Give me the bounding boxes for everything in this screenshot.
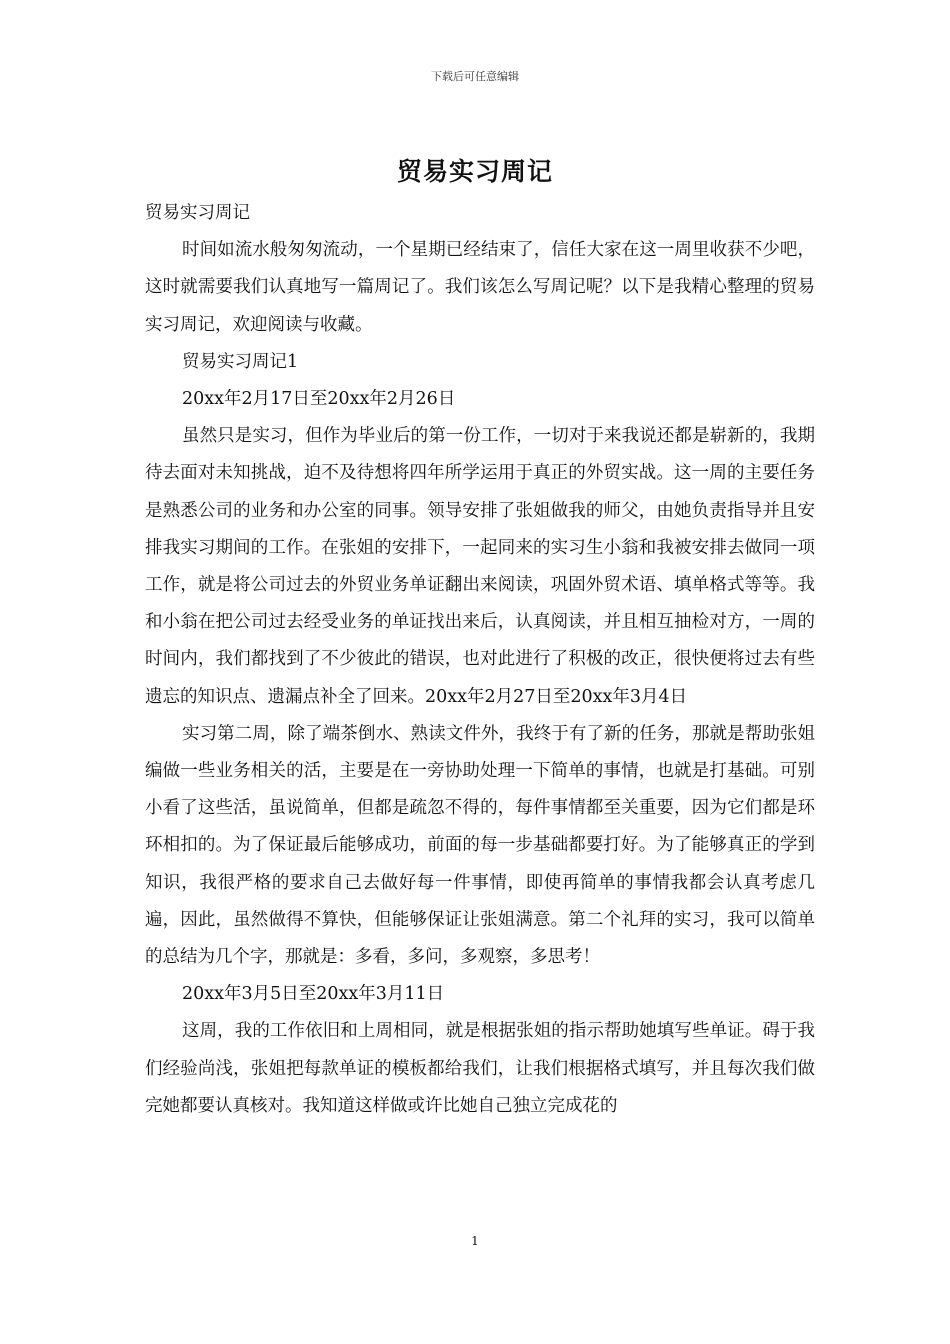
header-note: 下载后可任意编辑: [431, 70, 519, 83]
section-heading: 贸易实习周记: [145, 203, 250, 223]
entry-heading: 贸易实习周记1: [182, 351, 299, 372]
page-number: 1: [471, 1234, 479, 1248]
week1-paragraph: 虽然只是实习，但作为毕业后的第一份工作，一切对于来我说还都是崭新的，我期待去面对未知挑战，迫不及待想将四年所学运用于真正的外贸实战。这一周的主要任务是熟悉公司的业务和办公室的同事。领导安排了张姐做我的师父，由她负责指导并且安排我实习期间的工作。在张姐的安排下，一起同来的实习生小翁和我被安排去做同一项工作，就是将公司过去的外贸业务单证翻出来阅读，巩固外贸术语、填单格式等等。我和小翁在把公司过去经受业务的单证找出来后，认真阅读，并且相互抽检对方，一周的时间内，我们都找到了不少彼此的错误，也对此进行了积极的改正，很快便将过去有些遗忘的知识点、遗漏点补全了回来。20xx年2月27日至20xx年3月4日: [145, 426, 815, 707]
intro-paragraph: 时间如流水般匆匆流动，一个星期已经结束了，信任大家在这一周里收获不少吧，这时就需要我们认真地写一篇周记了。我们该怎么写周记呢？以下是我精心整理的贸易实习周记，欢迎阅读与收藏。: [145, 240, 815, 335]
date-range: 20xx年3月5日至20xx年3月11日: [182, 984, 445, 1005]
document-title: 贸易实习周记: [396, 157, 553, 186]
document-body: [145, 195, 815, 1125]
week3-paragraph: 这周，我的工作依旧和上周相同，就是根据张姐的指示帮助她填写些单证。碍于我们经验尚浅，张姐把每款单证的模板都给我们，让我们根据格式填写，并且每次我们做完她都要认真核对。我知道这样做或许比她自己独立完成花的: [145, 1021, 815, 1116]
week2-paragraph: 实习第二周，除了端茶倒水、熟读文件外，我终于有了新的任务，那就是帮助张姐编做一些业务相关的活，主要是在一旁协助处理一下简单的事情，也就是打基础。可别小看了这些活，虽说简单，但都是疏忽不得的，每件事情都至关重要，因为它们都是环环相扣的。为了保证最后能够成功，前面的每一步基础都要打好。为了能够真正的学到知识，我很严格的要求自己去做好每一件事情，即使再简单的事情我都会认真考虑几遍，因此，虽然做得不算快，但能够保证让张姐满意。第二个礼拜的实习，我可以简单的总结为几个字，那就是：多看，多问，多观察，多思考！: [145, 723, 815, 968]
date-range: 20xx年2月17日至20xx年2月26日: [182, 389, 456, 410]
